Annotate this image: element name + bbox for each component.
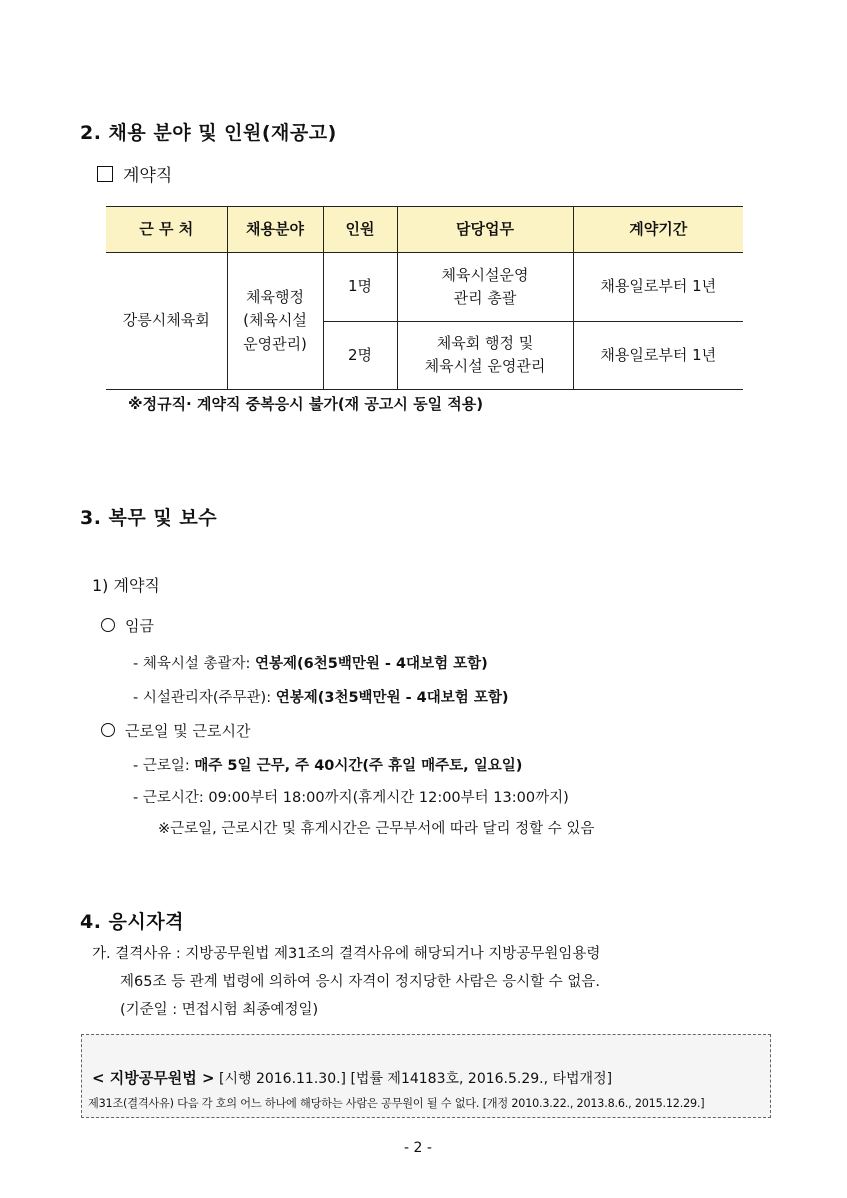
duty-line: 체육시설 운영관리 xyxy=(424,357,546,376)
wage-item xyxy=(101,615,154,636)
period-cell: 채용일로부터 1년 xyxy=(573,321,743,390)
section-4-heading: 4. 응시자격 xyxy=(80,911,184,933)
section-2-heading: 2. 채용 분야 및 인원(재공고) xyxy=(80,122,337,144)
law-name: < 지방공무원법 > xyxy=(92,1069,215,1087)
period-cell: 채용일로부터 1년 xyxy=(573,253,743,322)
field-line: 운영관리) xyxy=(243,334,307,353)
wage-line-prefix: - 체육시설 총괄자: xyxy=(133,656,255,672)
circle-bullet-icon xyxy=(101,723,115,737)
work-days-line xyxy=(133,754,522,775)
qualification-line: 제65조 등 관계 법령에 의하여 응시 자격이 정지당한 사람은 응시할 수 없음. xyxy=(120,974,600,990)
work-days-value: 매주 5일 근무, 주 40시간(주 휴일 매주토, 일요일) xyxy=(194,758,523,774)
duty-line: 체육시설운영 xyxy=(441,265,529,284)
field-line: 체육행정 xyxy=(246,288,304,307)
table-header-row xyxy=(106,207,743,253)
duplicate-application-note: ※정규직· 계약직 중복응시 불가(재 공고시 동일 적용) xyxy=(128,395,484,413)
work-item xyxy=(101,720,250,741)
section-3-heading: 3. 복무 및 보수 xyxy=(80,507,218,529)
duty-cell xyxy=(397,321,573,390)
header-count: 인원 xyxy=(323,207,397,253)
work-label: 근로일 및 근로시간 xyxy=(125,722,251,740)
wage-label: 임금 xyxy=(125,617,154,635)
law-meta: [시행 2016.11.30.] [법률 제14183호, 2016.5.29., 타법개정] xyxy=(214,1071,613,1087)
workplace-cell: 강릉시체육회 xyxy=(106,253,227,390)
work-days-prefix: - 근로일: xyxy=(133,758,195,774)
contract-checkbox-row xyxy=(97,161,172,186)
contract-subheading: 1) 계약직 xyxy=(92,576,160,595)
wage-line-value: 연봉제(6천5백만원 - 4대보험 포함) xyxy=(255,656,488,672)
recruitment-table xyxy=(106,206,743,390)
header-duty: 담당업무 xyxy=(397,207,573,253)
law-title xyxy=(92,1067,612,1088)
wage-line xyxy=(133,686,509,707)
wage-line-value: 연봉제(3천5백만원 - 4대보험 포함) xyxy=(275,690,509,706)
qualification-line: 가. 결격사유 : 지방공무원법 제31조의 결격사유에 해당되거나 지방공무원임용령 xyxy=(92,946,601,962)
circle-bullet-icon xyxy=(101,618,115,632)
header-field: 채용분야 xyxy=(227,207,323,253)
field-line: (체육시설 xyxy=(243,311,307,330)
count-cell: 1명 xyxy=(323,253,397,322)
law-excerpt-box xyxy=(81,1034,771,1118)
work-hours-note: ※근로일, 근로시간 및 휴게시간은 근무부서에 따라 달리 정할 수 있음 xyxy=(158,821,595,837)
count-cell: 2명 xyxy=(323,321,397,390)
duty-cell xyxy=(397,253,573,322)
header-period: 계약기간 xyxy=(573,207,743,253)
wage-line-prefix: - 시설관리자(주무관): xyxy=(133,690,276,706)
field-cell xyxy=(227,253,323,390)
wage-line xyxy=(133,652,488,673)
duty-line: 체육회 행정 및 xyxy=(436,334,534,352)
header-workplace: 근 무 처 xyxy=(106,207,227,253)
page-number: - 2 - xyxy=(404,1140,432,1156)
table-row xyxy=(106,253,743,322)
checkbox-icon xyxy=(97,166,113,182)
law-text: 제31조(결격사유) 다음 각 호의 어느 하나에 해당하는 사람은 공무원이 될 수 없다. [개정 2010.3.22., 2013.8.6., 2015.12.29.] xyxy=(88,1097,705,1110)
contract-label: 계약직 xyxy=(123,166,173,186)
qualification-line: (기준일 : 면접시험 최종예정일) xyxy=(120,1002,319,1018)
duty-line: 관리 총괄 xyxy=(453,288,517,307)
work-hours-line: - 근로시간: 09:00부터 18:00까지(휴게시간 12:00부터 13:00까지) xyxy=(133,790,569,806)
